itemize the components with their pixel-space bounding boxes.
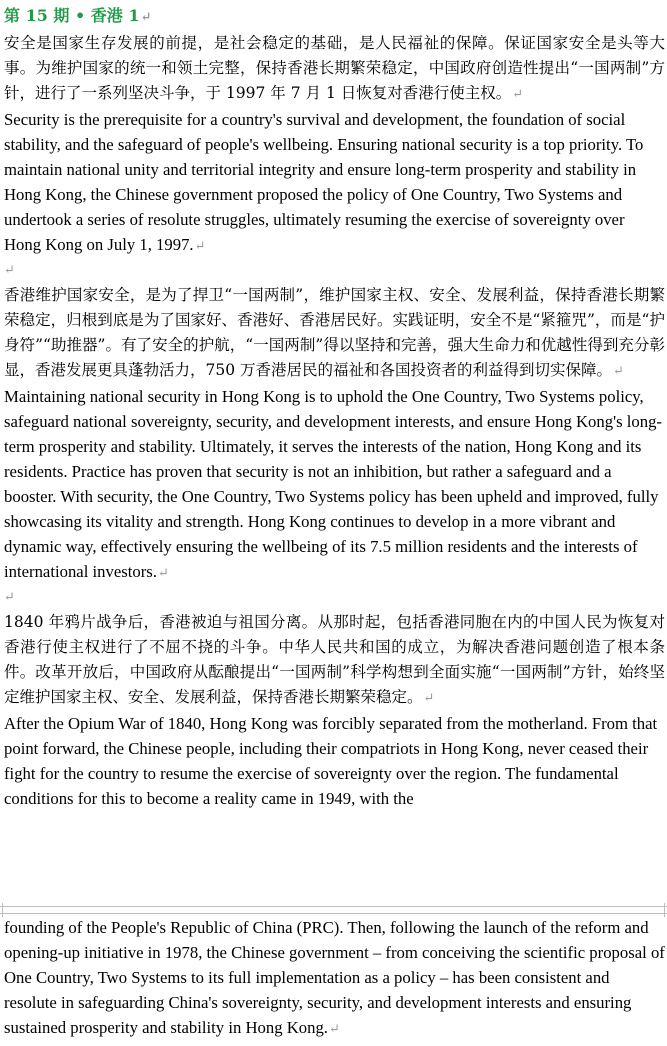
paragraph-mark-icon: ↵ <box>423 691 435 706</box>
issue-heading-text: 第 15 期 • 香港 1 <box>4 6 140 25</box>
issue-heading <box>4 4 665 30</box>
paragraph-mark-icon: ↵ <box>4 263 15 278</box>
paragraph-text: Maintaining national security in Hong Kong is to uphold the One Country, Two Systems policy, safeguard national sovereignty, security, and development interests, and ensure Hong Kong's long-term prosperity and stability. Ultimately, it serves the interests of the nation, Hong Kong and its residents. Practice has proven that security is not an inhibition, but rather a safeguard and a booster. With security, the One Country, Two Systems policy has been upheld and improved, fully showcasing its vitality and strength. Hong Kong continues to develop in a more vibrant and dynamic way, effectively ensuring the wellbeing of its 7.5 million residents and the interests of international investors. <box>4 387 662 581</box>
paragraph-1-chinese[interactable] <box>4 31 665 107</box>
paragraph-text: After the Opium War of 1840, Hong Kong was forcibly separated from the motherland. From that point forward, the Chinese people, including their compatriots in Hong Kong, never ceased their fight for the country to resume the exercise of sovereignty over the region. The fundamental conditions for this to become a reality came in 1949, with the <box>4 714 658 808</box>
document-page-2 <box>4 915 665 1041</box>
paragraph-1-english[interactable] <box>4 107 665 258</box>
paragraph-mark-icon: ↵ <box>4 590 15 605</box>
paragraph-mark-icon: ↵ <box>613 364 624 379</box>
paragraph-mark-icon: ↵ <box>512 87 524 102</box>
paragraph-text: 安全是国家生存发展的前提，是社会稳定的基础，是人民福祉的保障。保证国家安全是头等大事。为维护国家的统一和领土完整，保持香港长期繁荣稳定，中国政府创造性提出“一国两制”方针，进行了一系列坚决斗争，于 1997 年 7 月 1 日恢复对香港行使主权。 <box>4 34 665 102</box>
document-page-1 <box>4 4 665 811</box>
paragraph-text: Security is the prerequisite for a country's survival and development, the foundation of social stability, and the safeguard of people's wellbeing. Ensuring national security is a top priority. To maintain national unity and territorial integrity and ensure long-term prosperity and stability in Hong Kong, the Chinese government proposed the policy of One Country, Two Systems and undertook a series of resolute struggles, ultimately resuming the exercise of sovereignty over Hong Kong on July 1, 1997. <box>4 110 644 254</box>
paragraph-text: 1840 年鸦片战争后，香港被迫与祖国分离。从那时起，包括香港同胞在内的中国人民为恢复对香港行使主权进行了不屈不挠的斗争。中华人民共和国的成立，为解决香港问题创造了根本条件。改革开放后，中国政府从酝酿提出“一国两制”科学构想到全面实施“一国两制”方针，始终坚定维护国家主权、安全、发展利益，保持香港长期繁荣稳定。 <box>4 613 665 706</box>
paragraph-2-english[interactable] <box>4 384 665 585</box>
paragraph-3-english-part1[interactable] <box>4 711 665 811</box>
paragraph-mark-icon: ↵ <box>328 1021 340 1036</box>
paragraph-3-chinese[interactable] <box>4 610 665 711</box>
page-break-divider <box>0 906 667 914</box>
paragraph-mark-icon: ↵ <box>157 565 169 580</box>
paragraph-mark-icon: ↵ <box>140 10 152 25</box>
paragraph-2-chinese[interactable] <box>4 283 665 384</box>
paragraph-3-english-part2[interactable] <box>4 915 665 1041</box>
paragraph-text: founding of the People's Republic of China (PRC). Then, following the launch of the reform and opening-up initiative in 1978, the Chinese government – from conceiving the scientific proposal of One Country, Two Systems to its full implementation as a policy – has been consistent and resolute in safeguarding China's sovereignty, security, and development interests and ensuring sustained prosperity and stability in Hong Kong. <box>4 918 665 1037</box>
paragraph-mark-icon: ↵ <box>194 238 206 253</box>
empty-paragraph[interactable] <box>4 585 665 610</box>
paragraph-text: 香港维护国家安全，是为了捍卫“一国两制”，维护国家主权、安全、发展利益，保持香港长期繁荣稳定，归根到底是为了国家好、香港好、香港居民好。实践证明，安全不是“紧箍咒”，而是“护身符”“助推器”。有了安全的护航，“一国两制”得以坚持和完善，强大生命力和优越性得到充分彰显，香港发展更具蓬勃活力，750 万香港居民的福祉和各国投资者的利益得到切实保障。 <box>4 286 665 379</box>
empty-paragraph[interactable] <box>4 258 665 283</box>
